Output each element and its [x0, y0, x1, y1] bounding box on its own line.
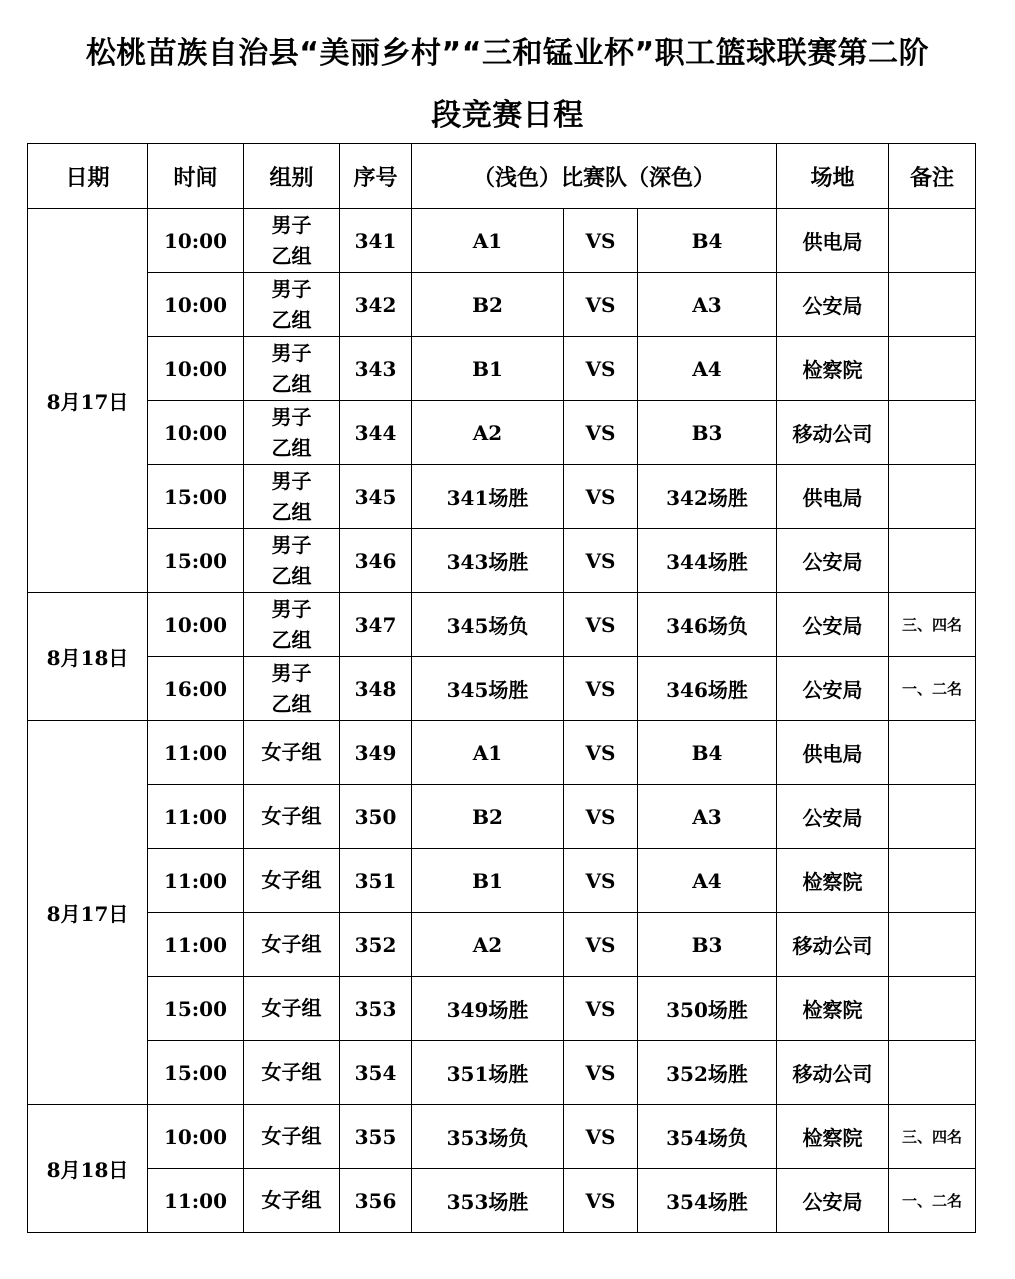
- vs-cell: VS: [564, 1105, 638, 1169]
- dark-team-cell: B3: [638, 401, 777, 465]
- seq-cell: 349: [340, 721, 412, 785]
- time-cell: 10:00: [148, 401, 244, 465]
- vs-cell: VS: [564, 657, 638, 721]
- seq-cell: 344: [340, 401, 412, 465]
- vs-cell: VS: [564, 529, 638, 593]
- light-team-cell: A1: [412, 721, 564, 785]
- header-note: 备注: [889, 144, 976, 209]
- group-cell: 女子组: [244, 977, 340, 1041]
- venue-cell: 检察院: [777, 977, 889, 1041]
- time-cell: 10:00: [148, 593, 244, 657]
- header-teams: （浅色）比赛队（深色）: [412, 144, 777, 209]
- table-row: [28, 1041, 976, 1105]
- note-cell: [889, 1041, 976, 1105]
- time-cell: 10:00: [148, 1105, 244, 1169]
- time-cell: 10:00: [148, 337, 244, 401]
- light-team-cell: B2: [412, 785, 564, 849]
- dark-team-cell: A4: [638, 337, 777, 401]
- table-row: [28, 593, 976, 657]
- dark-team-cell: 346场负: [638, 593, 777, 657]
- venue-cell: 公安局: [777, 657, 889, 721]
- seq-cell: 354: [340, 1041, 412, 1105]
- group-cell: 女子组: [244, 1105, 340, 1169]
- group-cell: 男子 乙组: [244, 657, 340, 721]
- seq-cell: 355: [340, 1105, 412, 1169]
- note-cell: [889, 337, 976, 401]
- dark-team-cell: 342场胜: [638, 465, 777, 529]
- dark-team-cell: A3: [638, 273, 777, 337]
- note-cell: [889, 913, 976, 977]
- note-cell: 三、四名: [889, 1105, 976, 1169]
- table-row: [28, 1169, 976, 1233]
- date-cell: 8月18日: [28, 1105, 148, 1233]
- time-cell: 10:00: [148, 209, 244, 273]
- time-cell: 11:00: [148, 785, 244, 849]
- table-row: [28, 657, 976, 721]
- light-team-cell: A2: [412, 913, 564, 977]
- table-row: [28, 465, 976, 529]
- group-cell: 女子组: [244, 913, 340, 977]
- dark-team-cell: 354场胜: [638, 1169, 777, 1233]
- dark-team-cell: A4: [638, 849, 777, 913]
- note-cell: [889, 401, 976, 465]
- time-cell: 11:00: [148, 721, 244, 785]
- seq-cell: 345: [340, 465, 412, 529]
- note-cell: 一、二名: [889, 1169, 976, 1233]
- page-title-line1: 松桃苗族自治县“美丽乡村”“三和锰业杯”职工篮球联赛第二阶: [85, 36, 930, 71]
- light-team-cell: 353场胜: [412, 1169, 564, 1233]
- vs-cell: VS: [564, 337, 638, 401]
- vs-cell: VS: [564, 273, 638, 337]
- light-team-cell: B1: [412, 849, 564, 913]
- group-cell: 男子 乙组: [244, 337, 340, 401]
- dark-team-cell: 354场负: [638, 1105, 777, 1169]
- group-cell: 男子 乙组: [244, 401, 340, 465]
- time-cell: 10:00: [148, 273, 244, 337]
- table-row: [28, 209, 976, 273]
- group-cell: 男子 乙组: [244, 529, 340, 593]
- dark-team-cell: 350场胜: [638, 977, 777, 1041]
- light-team-cell: A1: [412, 209, 564, 273]
- header-seq: 序号: [340, 144, 412, 209]
- venue-cell: 移动公司: [777, 913, 889, 977]
- light-team-cell: B1: [412, 337, 564, 401]
- table-row: [28, 529, 976, 593]
- vs-cell: VS: [564, 1169, 638, 1233]
- vs-cell: VS: [564, 849, 638, 913]
- seq-cell: 352: [340, 913, 412, 977]
- venue-cell: 供电局: [777, 465, 889, 529]
- dark-team-cell: B3: [638, 913, 777, 977]
- venue-cell: 公安局: [777, 593, 889, 657]
- table-row: [28, 337, 976, 401]
- time-cell: 15:00: [148, 1041, 244, 1105]
- vs-cell: VS: [564, 977, 638, 1041]
- table-row: [28, 913, 976, 977]
- date-cell: 8月17日: [28, 209, 148, 593]
- group-cell: 女子组: [244, 1041, 340, 1105]
- table-row: [28, 401, 976, 465]
- note-cell: [889, 721, 976, 785]
- vs-cell: VS: [564, 465, 638, 529]
- note-cell: [889, 849, 976, 913]
- table-row: [28, 273, 976, 337]
- note-cell: [889, 977, 976, 1041]
- note-cell: [889, 273, 976, 337]
- note-cell: [889, 465, 976, 529]
- note-cell: 一、二名: [889, 657, 976, 721]
- light-team-cell: A2: [412, 401, 564, 465]
- time-cell: 11:00: [148, 913, 244, 977]
- light-team-cell: B2: [412, 273, 564, 337]
- table-row: [28, 1105, 976, 1169]
- seq-cell: 343: [340, 337, 412, 401]
- note-cell: [889, 785, 976, 849]
- time-cell: 11:00: [148, 849, 244, 913]
- light-team-cell: 353场负: [412, 1105, 564, 1169]
- group-cell: 女子组: [244, 1169, 340, 1233]
- venue-cell: 移动公司: [777, 401, 889, 465]
- dark-team-cell: 352场胜: [638, 1041, 777, 1105]
- venue-cell: 检察院: [777, 1105, 889, 1169]
- time-cell: 15:00: [148, 977, 244, 1041]
- venue-cell: 检察院: [777, 849, 889, 913]
- schedule-table: [27, 143, 976, 1233]
- light-team-cell: 343场胜: [412, 529, 564, 593]
- seq-cell: 347: [340, 593, 412, 657]
- vs-cell: VS: [564, 785, 638, 849]
- dark-team-cell: 346场胜: [638, 657, 777, 721]
- group-cell: 女子组: [244, 785, 340, 849]
- note-cell: 三、四名: [889, 593, 976, 657]
- seq-cell: 346: [340, 529, 412, 593]
- seq-cell: 350: [340, 785, 412, 849]
- seq-cell: 356: [340, 1169, 412, 1233]
- page-title-line2: 段竞赛日程: [431, 98, 584, 133]
- venue-cell: 公安局: [777, 785, 889, 849]
- vs-cell: VS: [564, 593, 638, 657]
- seq-cell: 353: [340, 977, 412, 1041]
- venue-cell: 公安局: [777, 273, 889, 337]
- light-team-cell: 349场胜: [412, 977, 564, 1041]
- vs-cell: VS: [564, 209, 638, 273]
- table-row: [28, 721, 976, 785]
- group-cell: 男子 乙组: [244, 593, 340, 657]
- dark-team-cell: 344场胜: [638, 529, 777, 593]
- header-venue: 场地: [777, 144, 889, 209]
- table-row: [28, 849, 976, 913]
- dark-team-cell: B4: [638, 209, 777, 273]
- time-cell: 15:00: [148, 465, 244, 529]
- note-cell: [889, 209, 976, 273]
- header-row: [28, 144, 976, 209]
- dark-team-cell: A3: [638, 785, 777, 849]
- vs-cell: VS: [564, 721, 638, 785]
- light-team-cell: 345场负: [412, 593, 564, 657]
- header-group: 组别: [244, 144, 340, 209]
- seq-cell: 342: [340, 273, 412, 337]
- group-cell: 女子组: [244, 849, 340, 913]
- header-date: 日期: [28, 144, 148, 209]
- vs-cell: VS: [564, 401, 638, 465]
- time-cell: 15:00: [148, 529, 244, 593]
- venue-cell: 检察院: [777, 337, 889, 401]
- venue-cell: 公安局: [777, 529, 889, 593]
- table-row: [28, 977, 976, 1041]
- seq-cell: 341: [340, 209, 412, 273]
- light-team-cell: 341场胜: [412, 465, 564, 529]
- time-cell: 16:00: [148, 657, 244, 721]
- light-team-cell: 351场胜: [412, 1041, 564, 1105]
- table-row: [28, 785, 976, 849]
- vs-cell: VS: [564, 1041, 638, 1105]
- header-time: 时间: [148, 144, 244, 209]
- venue-cell: 供电局: [777, 721, 889, 785]
- venue-cell: 公安局: [777, 1169, 889, 1233]
- venue-cell: 移动公司: [777, 1041, 889, 1105]
- group-cell: 男子 乙组: [244, 465, 340, 529]
- time-cell: 11:00: [148, 1169, 244, 1233]
- venue-cell: 供电局: [777, 209, 889, 273]
- date-cell: 8月18日: [28, 593, 148, 721]
- seq-cell: 348: [340, 657, 412, 721]
- vs-cell: VS: [564, 913, 638, 977]
- date-cell: 8月17日: [28, 721, 148, 1105]
- light-team-cell: 345场胜: [412, 657, 564, 721]
- seq-cell: 351: [340, 849, 412, 913]
- note-cell: [889, 529, 976, 593]
- dark-team-cell: B4: [638, 721, 777, 785]
- group-cell: 男子 乙组: [244, 273, 340, 337]
- group-cell: 男子 乙组: [244, 209, 340, 273]
- group-cell: 女子组: [244, 721, 340, 785]
